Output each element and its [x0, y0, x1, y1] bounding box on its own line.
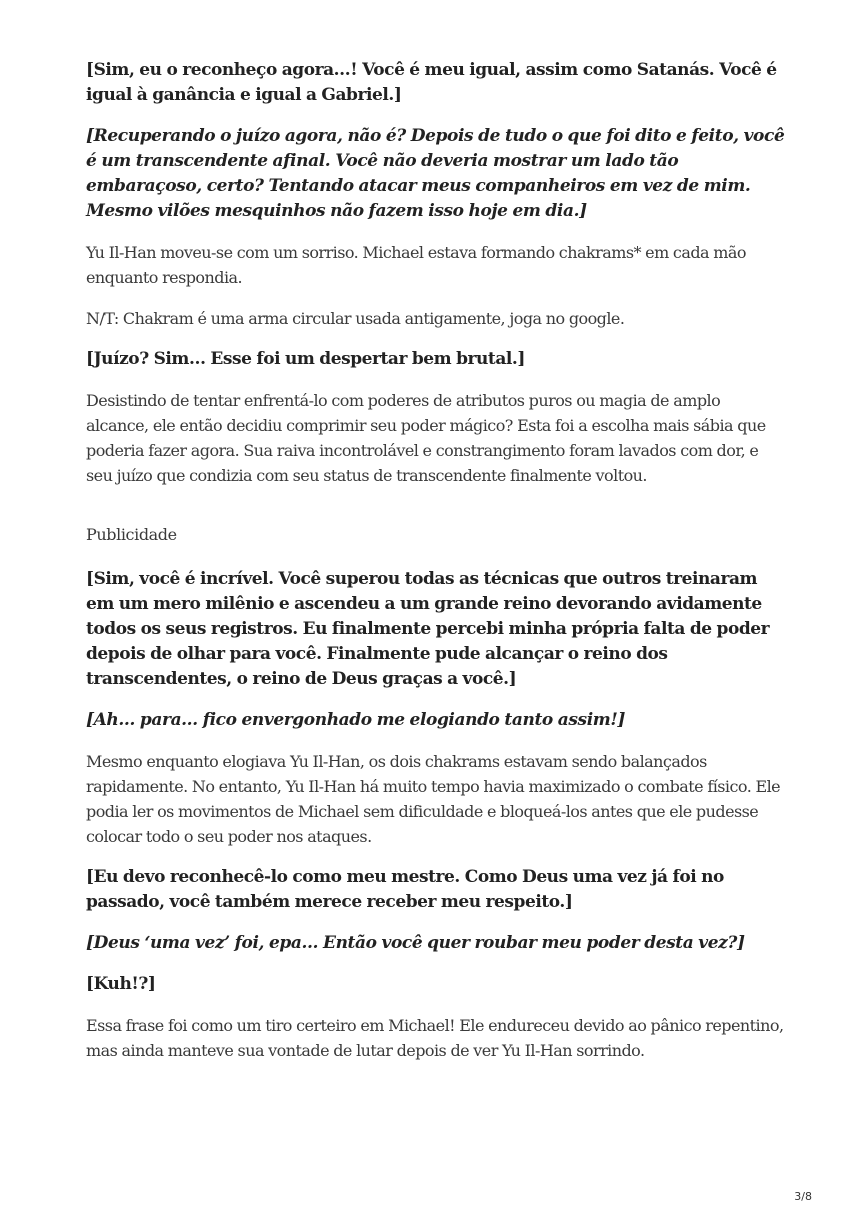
translator-note: N/T: Chakram é uma arma circular usada antigamente, joga no google.: [86, 309, 625, 328]
dialogue-paragraph: [Ah… para… fico envergonhado me elogiando tanto assim!]: [86, 710, 626, 730]
dialogue-paragraph: [Kuh!?]: [86, 974, 156, 994]
narration-paragraph: Yu Il-Han moveu-se com um sorriso. Michael estava formando chakrams* em cada mão enquanto respondia.: [86, 243, 746, 287]
page-number: 3/8: [794, 1190, 812, 1203]
dialogue-paragraph: [Juízo? Sim… Esse foi um despertar bem brutal.]: [86, 349, 525, 369]
narration-paragraph: Mesmo enquanto elogiava Yu Il-Han, os dois chakrams estavam sendo balançados rapidamente. No entanto, Yu Il-Han há muito tempo havia maximizado o combate físico. Ele podia ler os movimentos de Michael sem dificuldade e bloqueá-los antes que ele pudesse colocar todo o seu poder nos ataques.: [86, 752, 781, 846]
dialogue-paragraph: [Sim, eu o reconheço agora…! Você é meu igual, assim como Satanás. Você é igual à ganância e igual a Gabriel.]: [86, 60, 777, 105]
advertisement-label: Publicidade: [86, 525, 177, 544]
dialogue-paragraph: [Sim, você é incrível. Você superou todas as técnicas que outros treinaram em um mero milênio e ascendeu a um grande reino devorando avidamente todos os seus registros. Eu finalmente percebi minha própria falta de poder depois de olhar para você. Finalmente pude alcançar o reino dos transcendentes, o reino de Deus graças a você.]: [86, 569, 770, 689]
document-body: [86, 58, 786, 1079]
narration-paragraph: Essa frase foi como um tiro certeiro em Michael! Ele endureceu devido ao pânico repentino, mas ainda manteve sua vontade de lutar depois de ver Yu Il-Han sorrindo.: [86, 1016, 784, 1060]
dialogue-paragraph: [Eu devo reconhecê-lo como meu mestre. Como Deus uma vez já foi no passado, você também merece receber meu respeito.]: [86, 867, 724, 912]
narration-paragraph: Desistindo de tentar enfrentá-lo com poderes de atributos puros ou magia de amplo alcance, ele então decidiu comprimir seu poder mágico? Esta foi a escolha mais sábia que poderia fazer agora. Sua raiva incontrolável e constrangimento foram lavados com dor, e seu juízo que condizia com seu status de transcendente finalmente voltou.: [86, 391, 766, 485]
dialogue-paragraph: [Deus ‘uma vez’ foi, epa… Então você quer roubar meu poder desta vez?]: [86, 933, 745, 953]
dialogue-paragraph: [Recuperando o juízo agora, não é? Depois de tudo o que foi dito e feito, você é um transcendente afinal. Você não deveria mostrar um lado tão embaraçoso, certo? Tentando atacar meus companheiros em vez de mim. Mesmo vilões mesquinhos não fazem isso hoje em dia.]: [86, 126, 785, 221]
